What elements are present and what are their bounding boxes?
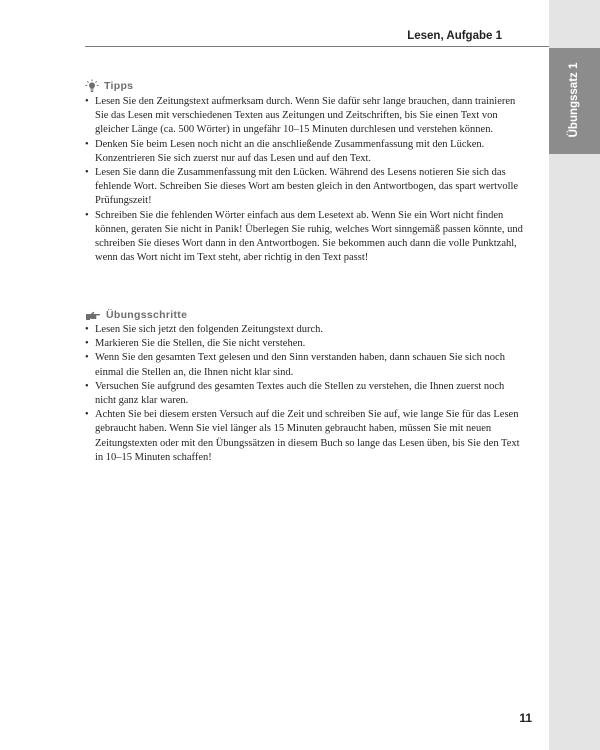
list-item: • Achten Sie bei diesem ersten Versuch auf die Zeit und schreiben Sie auf, wie lange Sie für das Lesen gebraucht haben. Wenn Sie viel länger als 15 Minuten gebraucht haben, müssen Sie mit neuen Zeitungstexten oder mit den Übungssätzen in diesem Buch so lange das Lesen üben, bis Sie den Text in 10–15 Minuten schaffen! [85,408,525,465]
schritte-section [85,309,525,465]
page-header-title: Lesen, Aufgabe 1 [407,30,502,42]
schritte-heading: Übungsschritte [106,309,188,321]
list-item: • Lesen Sie dann die Zusammenfassung mit den Lücken. Während des Lesens notieren Sie sich das fehlende Wort. Schreiben Sie dieses Wort am besten gleich in den Antwortbogen, das spart wertvolle Prüfungszeit! [85,166,525,209]
schritte-list [85,323,525,465]
tipps-heading-row [85,79,525,93]
list-item: • Lesen Sie den Zeitungstext aufmerksam durch. Wenn Sie dafür sehr lange brauchen, dann trainieren Sie das Lesen mit verschiedenen Texten aus Zeitungen und Zeitschriften, bis Sie einen Text von gleicher Länge (ca. 500 Wörter) in ungefähr 10–15 Minuten durchlesen und verstehen können. [85,95,525,138]
list-item: • Schreiben Sie die fehlenden Wörter einfach aus dem Lesetext ab. Wenn Sie ein Wort nicht finden können, geraten Sie nicht in Panik! Überlegen Sie ruhig, welches Wort sinngemäß passen könnte, und schreiben Sie dieses Wort dann in den Antwortbogen. Sie bekommen auch dann die volle Punktzahl, wenn das Wort nicht im Text steht, aber richtig in den Text passt! [85,209,525,266]
header-rule [85,46,549,47]
lightbulb-icon [85,79,99,93]
tipps-list [85,95,525,265]
page-number: 11 [519,711,532,725]
schritte-heading-row [85,309,525,321]
list-item: • Denken Sie beim Lesen noch nicht an die anschließende Zusammenfassung mit den Lücken. Konzentrieren Sie sich zuerst nur auf das Lesen und auf den Text. [85,138,525,166]
pointing-hand-icon [85,309,101,321]
list-item: • Lesen Sie sich jetzt den folgenden Zeitungstext durch. [85,323,525,337]
list-item: • Wenn Sie den gesamten Text gelesen und den Sinn verstanden haben, dann schauen Sie sich noch einmal die Stellen an, die Ihnen nicht klar sind. [85,351,525,379]
list-item: • Markieren Sie die Stellen, die Sie nicht verstehen. [85,337,525,351]
side-tab-label: Übungssatz 1 [568,62,580,138]
tipps-heading: Tipps [104,80,134,92]
tipps-section [85,79,525,265]
list-item: • Versuchen Sie aufgrund des gesamten Textes auch die Stellen zu verstehen, die Ihnen zuerst noch nicht ganz klar waren. [85,380,525,408]
